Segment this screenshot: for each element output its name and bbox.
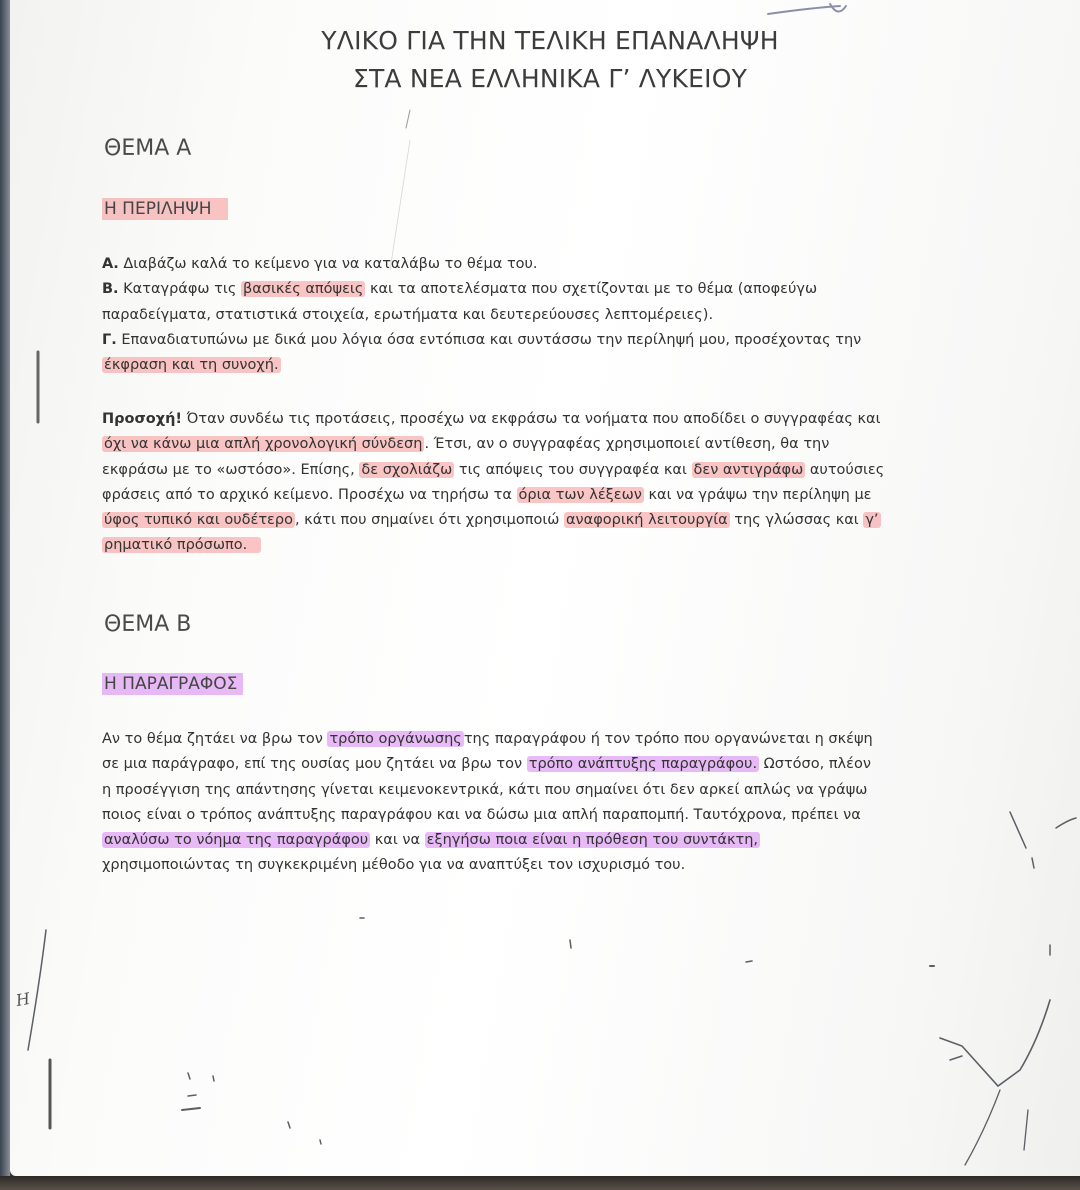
- highlight-formal-style: ύφος τυπικό και ουδέτερο: [104, 512, 293, 529]
- highlight-chronological: όχι να κάνω μια απλή χρονολογική σύνδεση: [104, 436, 423, 453]
- highlight-expression-cohesion: έκφραση και τη συνοχή.: [104, 357, 279, 374]
- highlight-verbal-person: ρηματικό πρόσωπο.: [102, 537, 261, 553]
- section-b-subheading: Η ΠΑΡΑΓΡΑΦΟΣ: [102, 673, 243, 695]
- highlight-organization-method: τρόπο οργάνωσης: [329, 731, 462, 747]
- section-a-subheading: Η ΠΕΡΙΛΗΨΗ: [102, 198, 228, 220]
- para-text: σε μια παράγραφο, επί της ουσίας μου ζητάει να βρω τον: [102, 756, 523, 773]
- highlight-third-person: γ’: [865, 512, 879, 529]
- note-text: Όταν συνδέω τις προτάσεις, προσέχω να εκφράσω τα νοήματα που αποδίδει ο συγγραφέας και: [186, 411, 881, 427]
- step-a-text: Διαβάζω καλά το κείμενο για να καταλάβω το θέμα του.: [123, 256, 538, 272]
- highlight-no-comment: δε σχολιάζω: [361, 461, 453, 478]
- highlight-word-limits: όρια των λέξεων: [518, 486, 642, 503]
- highlight-development-method: τρόπο ανάπτυξης παραγράφου.: [528, 756, 758, 773]
- section-b-heading: ΘΕΜΑ Β: [104, 612, 192, 637]
- background-surface: [0, 1176, 1080, 1190]
- para-text: της παραγράφου ή τον τρόπο που οργανώνεται η σκέψη: [463, 731, 873, 747]
- highlight-referential-function: αναφορική λειτουργία: [566, 512, 728, 529]
- para-line-3: η προσέγγιση της απάντησης γίνεται κειμενοκεντρικά, κάτι που σημαίνει ότι δεν αρκεί απλώς να γράψω: [102, 781, 868, 798]
- document-page: [10, 0, 1080, 1176]
- para-text: Ωστόσο, πλέον: [763, 756, 871, 773]
- note-text: . Έτσι, αν ο συγγραφέας χρησιμοποιεί αντίθεση, θα την: [424, 436, 830, 453]
- page-left-edge: [0, 0, 10, 1190]
- note-text: φράσεις από το αρχικό κείμενο. Προσέχω να τηρήσω τα: [102, 486, 512, 503]
- step-a-label: Α.: [102, 256, 119, 272]
- note-label: Προσοχή!: [102, 411, 183, 427]
- step-b-text-cont: και τα αποτελέσματα που σχετίζονται με το θέμα (αποφεύγω: [369, 281, 818, 298]
- margin-note: Η: [14, 988, 32, 1011]
- note-text: αυτούσιες: [809, 461, 885, 478]
- scribble-marks-icon: [10, 0, 1080, 1176]
- para-text: και να: [374, 832, 421, 849]
- note-text: τις απόψεις του συγγραφέα και: [458, 461, 687, 478]
- para-line-4: ποιος είναι ο τρόπος ανάπτυξης παραγράφου και να δώσω μια απλή παραπομπή. Ταυτόχρονα, πρέπει να: [102, 806, 861, 823]
- document-title-line-1: ΥΛΙΚΟ ΓΙΑ ΤΗΝ ΤΕΛΙΚΗ ΕΠΑΝΑΛΗΨΗ: [321, 26, 779, 55]
- document-title-line-2: ΣΤΑ ΝΕΑ ΕΛΛΗΝΙΚΑ Γ’ ΛΥΚΕΙΟΥ: [352, 64, 748, 93]
- step-b-label: Β.: [102, 281, 119, 298]
- note-text: , κάτι που σημαίνει ότι χρησιμοποιώ: [294, 512, 560, 529]
- step-c-text: Επαναδιατυπώνω με δικά μου λόγια όσα εντόπισα και συντάσσω την περίληψή μου, προσέχοντας την: [121, 331, 862, 348]
- highlight-analyze-meaning: αναλύσω το νόημα της παραγράφου: [104, 832, 369, 849]
- step-c-label: Γ.: [102, 331, 117, 348]
- section-a-heading: ΘΕΜΑ Α: [104, 136, 192, 161]
- para-line-6: χρησιμοποιώντας τη συγκεκριμένη μέθοδο για να αναπτύξει τον ισχυρισμό του.: [102, 857, 686, 874]
- highlight-author-intent: εξηγήσω ποια είναι η πρόθεση του συντάκτη,: [426, 832, 759, 849]
- step-b-line-2: παραδείγματα, στατιστικά στοιχεία, ερωτήματα και δευτερεύουσες λεπτομέρειες).: [102, 306, 714, 323]
- highlight-basic-views: βασικές απόψεις: [242, 281, 364, 298]
- note-text: και να γράψω την περίληψη με: [648, 486, 872, 503]
- note-text: εκφράσω με το «ωστόσο». Επίσης,: [102, 461, 355, 478]
- highlight-no-copy: δεν αντιγράφω: [693, 461, 804, 478]
- note-text: της γλώσσας και: [734, 512, 859, 529]
- step-b-text: Καταγράφω τις: [123, 281, 237, 298]
- para-text: Αν το θέμα ζητάει να βρω τον: [102, 731, 323, 747]
